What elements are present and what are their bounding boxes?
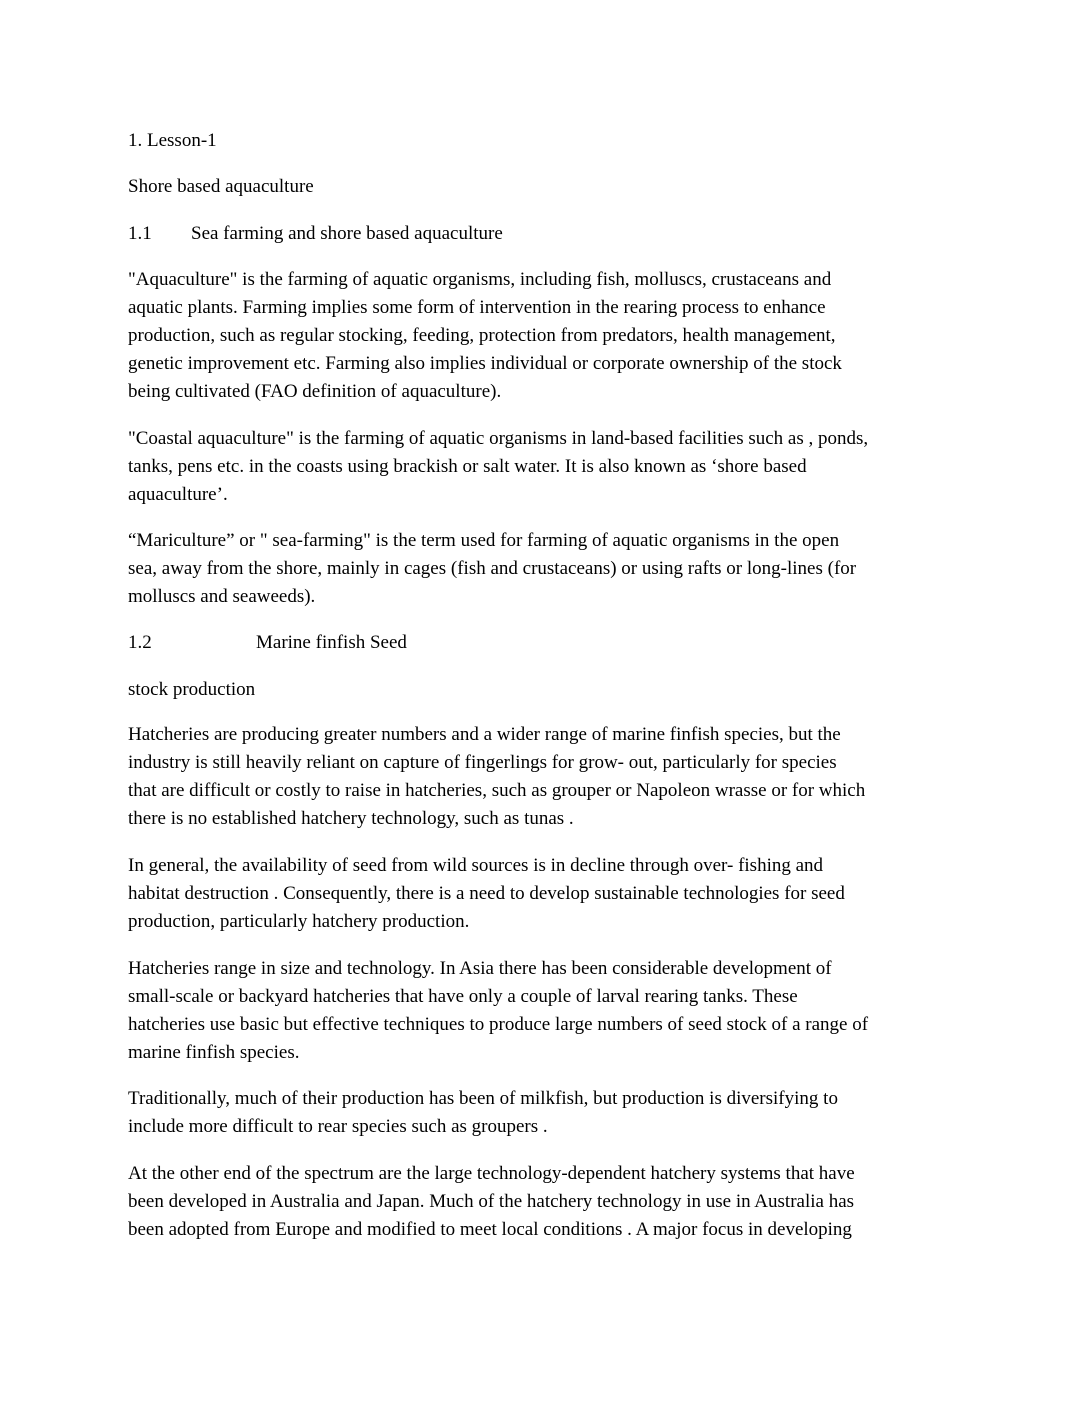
paragraph-hatchery-range (128, 955, 963, 1067)
text-line: small-scale or backyard hatcheries that have only a couple of larval rearing tanks. These (128, 986, 798, 1007)
text-line: been developed in Australia and Japan. Much of the hatchery technology in use in Australia has (128, 1191, 855, 1212)
section-title: Sea farming and shore based aquaculture (191, 223, 503, 244)
text-line: Hatcheries range in size and technology. In Asia there has been considerable development of (128, 958, 832, 979)
text-line: there is no established hatchery technology, such as tunas . (128, 808, 574, 829)
text-line: hatcheries use basic but effective techniques to produce large numbers of seed stock of a range of (128, 1014, 869, 1035)
text-line: marine finfish species. (128, 1042, 300, 1063)
text-line: production, particularly hatchery production. (128, 911, 470, 932)
text-line: “Mariculture” or " sea-farming" is the term used for farming of aquatic organisms in the open (128, 530, 840, 551)
section-heading-1-2 (128, 629, 407, 657)
paragraph-large-hatchery-systems (128, 1160, 963, 1244)
text-line: sea, away from the shore, mainly in cages (fish and crustaceans) or using rafts or long-lines (for (128, 558, 857, 579)
lesson-heading: 1. Lesson-1 (128, 130, 217, 151)
text-line: aquatic plants. Farming implies some form of intervention in the rearing process to enhance (128, 297, 826, 318)
paragraph-hatcheries-production (128, 721, 963, 833)
text-line: that are difficult or costly to raise in hatcheries, such as grouper or Napoleon wrasse or for which (128, 780, 866, 801)
text-line: include more difficult to rear species such as groupers . (128, 1116, 548, 1137)
paragraph-aquaculture-definition (128, 266, 963, 406)
text-line: At the other end of the spectrum are the large technology-dependent hatchery systems that have (128, 1163, 855, 1184)
section-subtitle: stock production (128, 679, 256, 700)
text-line: being cultivated (FAO definition of aquaculture). (128, 381, 502, 402)
text-line: In general, the availability of seed from wild sources is in decline through over- fishing and (128, 855, 824, 876)
text-line: been adopted from Europe and modified to meet local conditions . A major focus in developing (128, 1219, 852, 1240)
text-line: molluscs and seaweeds). (128, 586, 316, 607)
paragraph-seed-availability (128, 852, 963, 936)
text-line: industry is still heavily reliant on capture of fingerlings for grow- out, particularly for species (128, 752, 837, 773)
text-line: genetic improvement etc. Farming also implies individual or corporate ownership of the stock (128, 353, 842, 374)
text-line: tanks, pens etc. in the coasts using brackish or salt water. It is also known as ‘shore based (128, 456, 807, 477)
text-line: "Coastal aquaculture" is the farming of aquatic organisms in land-based facilities such as , ponds, (128, 428, 869, 449)
text-line: aquaculture’. (128, 484, 228, 505)
paragraph-milkfish (128, 1085, 963, 1141)
section-title: Marine finfish Seed (256, 632, 407, 653)
text-line: "Aquaculture" is the farming of aquatic organisms, including fish, molluscs, crustaceans and (128, 269, 832, 290)
text-line: habitat destruction . Consequently, there is a need to develop sustainable technologies for seed (128, 883, 845, 904)
section-number: 1.1 (128, 223, 152, 244)
text-line: Hatcheries are producing greater numbers and a wider range of marine finfish species, but the (128, 724, 841, 745)
paragraph-mariculture (128, 527, 963, 611)
text-line: production, such as regular stocking, feeding, protection from predators, health management, (128, 325, 836, 346)
text-line: Traditionally, much of their production has been of milkfish, but production is diversifying to (128, 1088, 838, 1109)
section-heading-1-1 (128, 220, 503, 248)
paragraph-coastal-aquaculture (128, 425, 963, 509)
chapter-title: Shore based aquaculture (128, 176, 314, 197)
section-number: 1.2 (128, 632, 152, 653)
